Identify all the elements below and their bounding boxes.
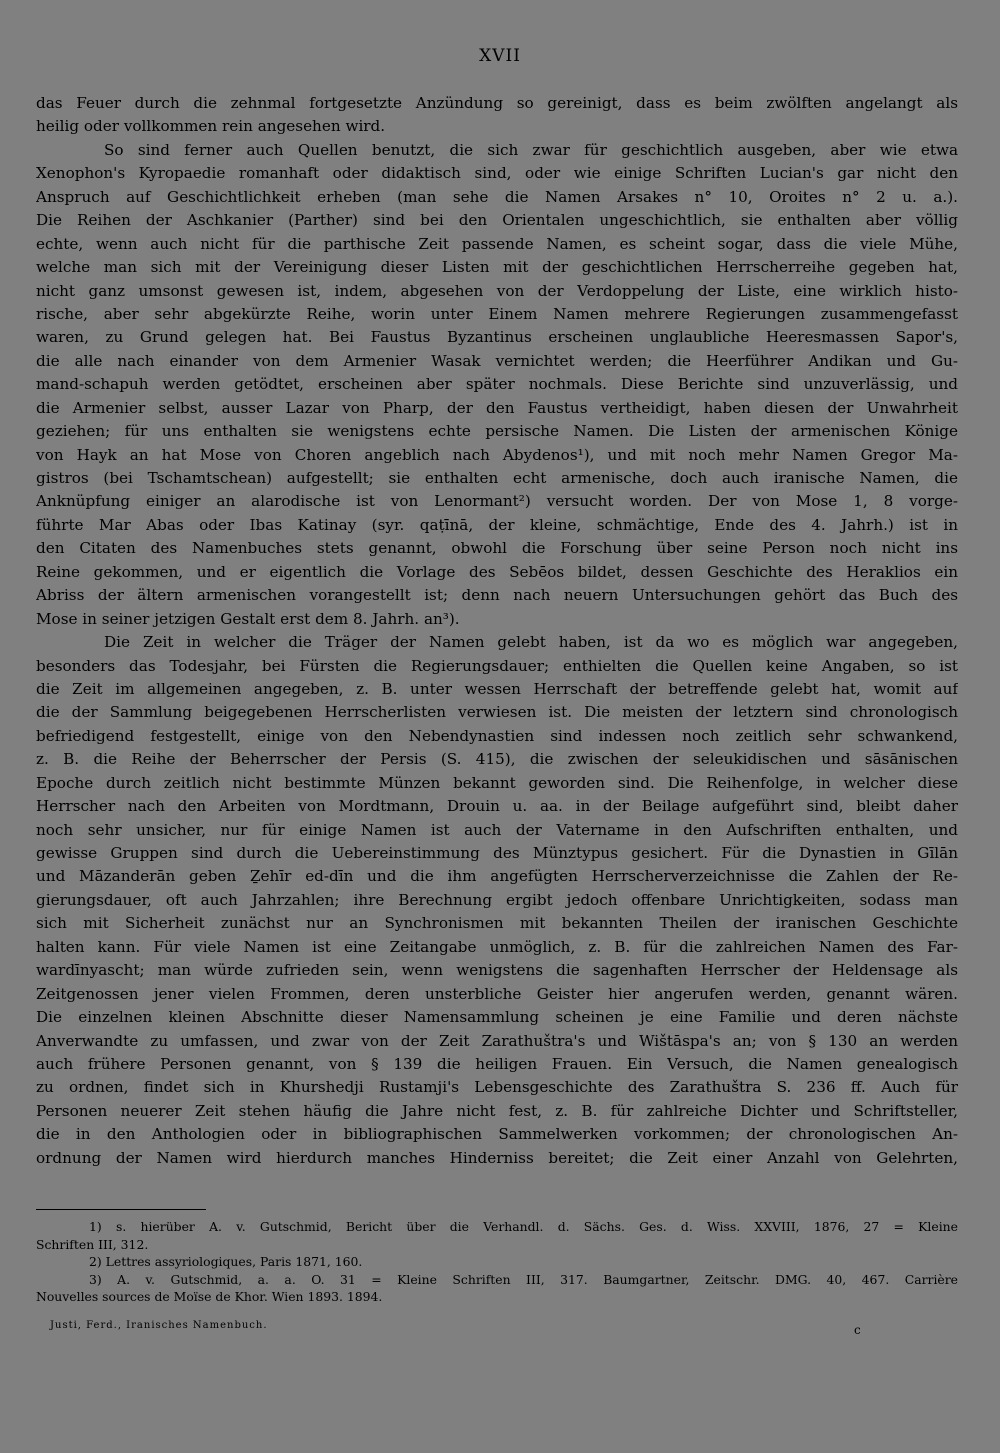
footnote-line: Schriften III, 312.: [36, 1236, 149, 1252]
text-line: zu ordnen, findet sich in Khurshedji Rustamji's Lebensgeschichte des Zarathuštra S. 236 ff. Auch für: [36, 1078, 958, 1097]
text-line: Die einzelnen kleinen Abschnitte dieser Namensammlung scheinen je eine Familie und deren nächste: [36, 1008, 958, 1027]
text-line: echte, wenn auch nicht für die parthische Zeit passende Namen, es scheint sogar, dass die viele Mühe,: [36, 234, 958, 253]
text-line: So sind ferner auch Quellen benutzt, die sich zwar für geschichtlich ausgeben, aber wie etwa: [104, 140, 958, 159]
footnote-line: 3) A. v. Gutschmid, a. a. O. 31 = Kleine Schriften III, 317. Baumgartner, Zeitschr. DMG. 40, 467. Carrière: [89, 1271, 958, 1287]
body-text: [36, 92, 958, 1170]
text-line: ordnung der Namen wird hierdurch manches Hinderniss bereitet; die Zeit einer Anzahl von Gelehrten,: [36, 1148, 958, 1167]
text-line: rische, aber sehr abgekürzte Reihe, worin unter Einem Namen mehrere Regierungen zusammengefasst: [36, 304, 958, 323]
text-line: Mose in seiner jetzigen Gestalt erst dem 8. Jahrh. an³).: [36, 609, 460, 628]
footnote-divider: [36, 1209, 206, 1210]
footnote-line: 1) s. hierüber A. v. Gutschmid, Bericht über die Verhandl. d. Sächs. Ges. d. Wiss. XXVIII, 1876, 27 = Kleine: [89, 1219, 958, 1234]
signature-mark: c: [854, 1323, 861, 1337]
text-line: welche man sich mit der Vereinigung dieser Listen mit der geschichtlichen Herrscherreihe gegeben hat,: [36, 258, 958, 277]
text-line: den Citaten des Namenbuches stets genannt, obwohl die Forschung über seine Person noch nicht ins: [36, 539, 958, 558]
text-line: Epoche durch zeitlich nicht bestimmte Münzen bekannt geworden sind. Die Reihenfolge, in welcher diese: [36, 773, 958, 792]
text-line: heilig oder vollkommen rein angesehen wird.: [36, 117, 386, 136]
text-line: waren, zu Grund gelegen hat. Bei Faustus Byzantinus erscheinen unglaubliche Heeresmassen Sapor's,: [36, 328, 958, 347]
text-line: die alle nach einander von dem Armenier Wasak vernichtet werden; die Heerführer Andikan und Gu-: [36, 351, 958, 370]
text-line: gistros (bei Tschamtschean) aufgestellt; sie enthalten echt armenische, doch auch iranische Namen, die: [36, 469, 958, 487]
text-line: Anspruch auf Geschichtlichkeit erheben (man sehe die Namen Arsakes n° 10, Oroites n° 2 u. a.).: [36, 187, 958, 206]
text-line: das Feuer durch die zehnmal fortgesetzte Anzündung so gereinigt, dass es beim zwölften angelangt als: [36, 94, 958, 112]
text-line: die der Sammlung beigegebenen Herrscherlisten verwiesen ist. Die meisten der letztern sind chronologisch: [36, 703, 958, 722]
text-line: halten kann. Für viele Namen ist eine Zeitangabe unmöglich, z. B. für die zahlreichen Namen des Far-: [36, 937, 958, 956]
footnote-line: 2) Lettres assyriologiques, Paris 1871, 160.: [89, 1254, 363, 1269]
text-line: Personen neuerer Zeit stehen häufig die Jahre nicht fest, z. B. für zahlreiche Dichter und Schriftsteller,: [36, 1101, 958, 1120]
text-line: von Hayk an hat Mose von Choren angeblich nach Abydenos¹), und mit noch mehr Namen Gregor Ma-: [36, 445, 958, 464]
text-line: besonders das Todesjahr, bei Fürsten die Regierungsdauer; enthielten die Quellen keine Angaben, so ist: [36, 656, 958, 675]
text-line: gewisse Gruppen sind durch die Uebereinstimmung des Münztypus gesichert. Für die Dynastien in Gīlān: [36, 844, 958, 862]
text-line: nicht ganz umsonst gewesen ist, indem, abgesehen von der Verdoppelung der Liste, eine wirklich histo-: [36, 281, 958, 300]
text-line: Herrscher nach den Arbeiten von Mordtmann, Drouin u. aa. in der Beilage aufgeführt sind, bleibt daher: [36, 797, 958, 816]
footnotes: [36, 1218, 958, 1306]
text-line: z. B. die Reihe der Beherrscher der Persis (S. 415), die zwischen der seleukidischen und sāsānischen: [36, 750, 958, 769]
text-line: Zeitgenossen jener vielen Frommen, deren unsterbliche Geister hier angerufen werden, genannt wären.: [36, 984, 958, 1003]
page-number: XVII: [479, 46, 521, 66]
text-line: die Zeit im allgemeinen angegeben, z. B. unter wessen Herrschaft der betreffende gelebt hat, womit auf: [36, 679, 958, 698]
text-line: geziehen; für uns enthalten sie wenigstens echte persische Namen. Die Listen der armenischen Könige: [36, 422, 958, 441]
text-line: führte Mar Abas oder Ibas Katinay (syr. qaṭīnā, der kleine, schmächtige, Ende des 4. Jahrh.) ist in: [36, 515, 958, 534]
text-line: gierungsdauer, oft auch Jahrzahlen; ihre Berechnung ergibt jedoch offenbare Unrichtigkeiten, sodass man: [36, 890, 958, 909]
text-line: befriedigend festgestellt, einige von den Nebendynastien sind indessen noch zeitlich sehr schwankend,: [36, 726, 958, 745]
text-line: auch frühere Personen genannt, von § 139 die heiligen Frauen. Ein Versuch, die Namen genealogisch: [36, 1054, 958, 1073]
text-line: Die Reihen der Aschkanier (Parther) sind bei den Orientalen ungeschichtlich, sie enthalten aber völlig: [36, 211, 958, 230]
text-line: Anverwandte zu umfassen, und zwar von der Zeit Zarathuštra's und Wištāspa's an; von § 130 an werden: [36, 1031, 958, 1050]
imprint: Justi, Ferd., Iranisches Namenbuch.: [50, 1320, 268, 1331]
text-line: sich mit Sicherheit zunächst nur an Synchronismen mit bekannten Theilen der iranischen Geschichte: [36, 914, 958, 933]
text-line: die in den Anthologien oder in bibliographischen Sammelwerken vorkommen; der chronologischen An-: [36, 1125, 958, 1144]
text-line: mand-schapuh werden getödtet, erscheinen aber später nochmals. Diese Berichte sind unzuverlässig, und: [36, 375, 958, 394]
text-line: Abriss der ältern armenischen vorangestellt ist; denn nach neuern Untersuchungen gehört das Buch des: [36, 586, 958, 605]
text-line: Reine gekommen, und er eigentlich die Vorlage des Sebēos bildet, dessen Geschichte des Heraklios ein: [36, 562, 958, 581]
text-line: Xenophon's Kyropaedie romanhaft oder didaktisch sind, oder wie einige Schriften Lucian's gar nicht den: [36, 164, 958, 183]
text-line: noch sehr unsicher, nur für einige Namen ist auch der Vatername in den Aufschriften enthalten, und: [36, 820, 958, 839]
text-line: die Armenier selbst, ausser Lazar von Pharp, der den Faustus vertheidigt, haben diesen der Unwahrheit: [36, 398, 958, 417]
footnote-line: Nouvelles sources de Moïse de Khor. Wien 1893. 1894.: [36, 1289, 383, 1304]
text-line: wardīnyascht; man würde zufrieden sein, wenn wenigstens die sagenhaften Herrscher der Heldensage als: [36, 961, 958, 980]
text-line: Anknüpfung einiger an alarodische ist von Lenormant²) versucht worden. Der von Mose 1, 8 vorge-: [36, 492, 958, 511]
text-line: Die Zeit in welcher die Träger der Namen gelebt haben, ist da wo es möglich war angegeben,: [104, 633, 958, 652]
text-line: und Māzanderān geben Ẕehīr ed-dīn und die ihm angefügten Herrscherverzeichnisse die Zahlen der Re-: [36, 867, 958, 886]
